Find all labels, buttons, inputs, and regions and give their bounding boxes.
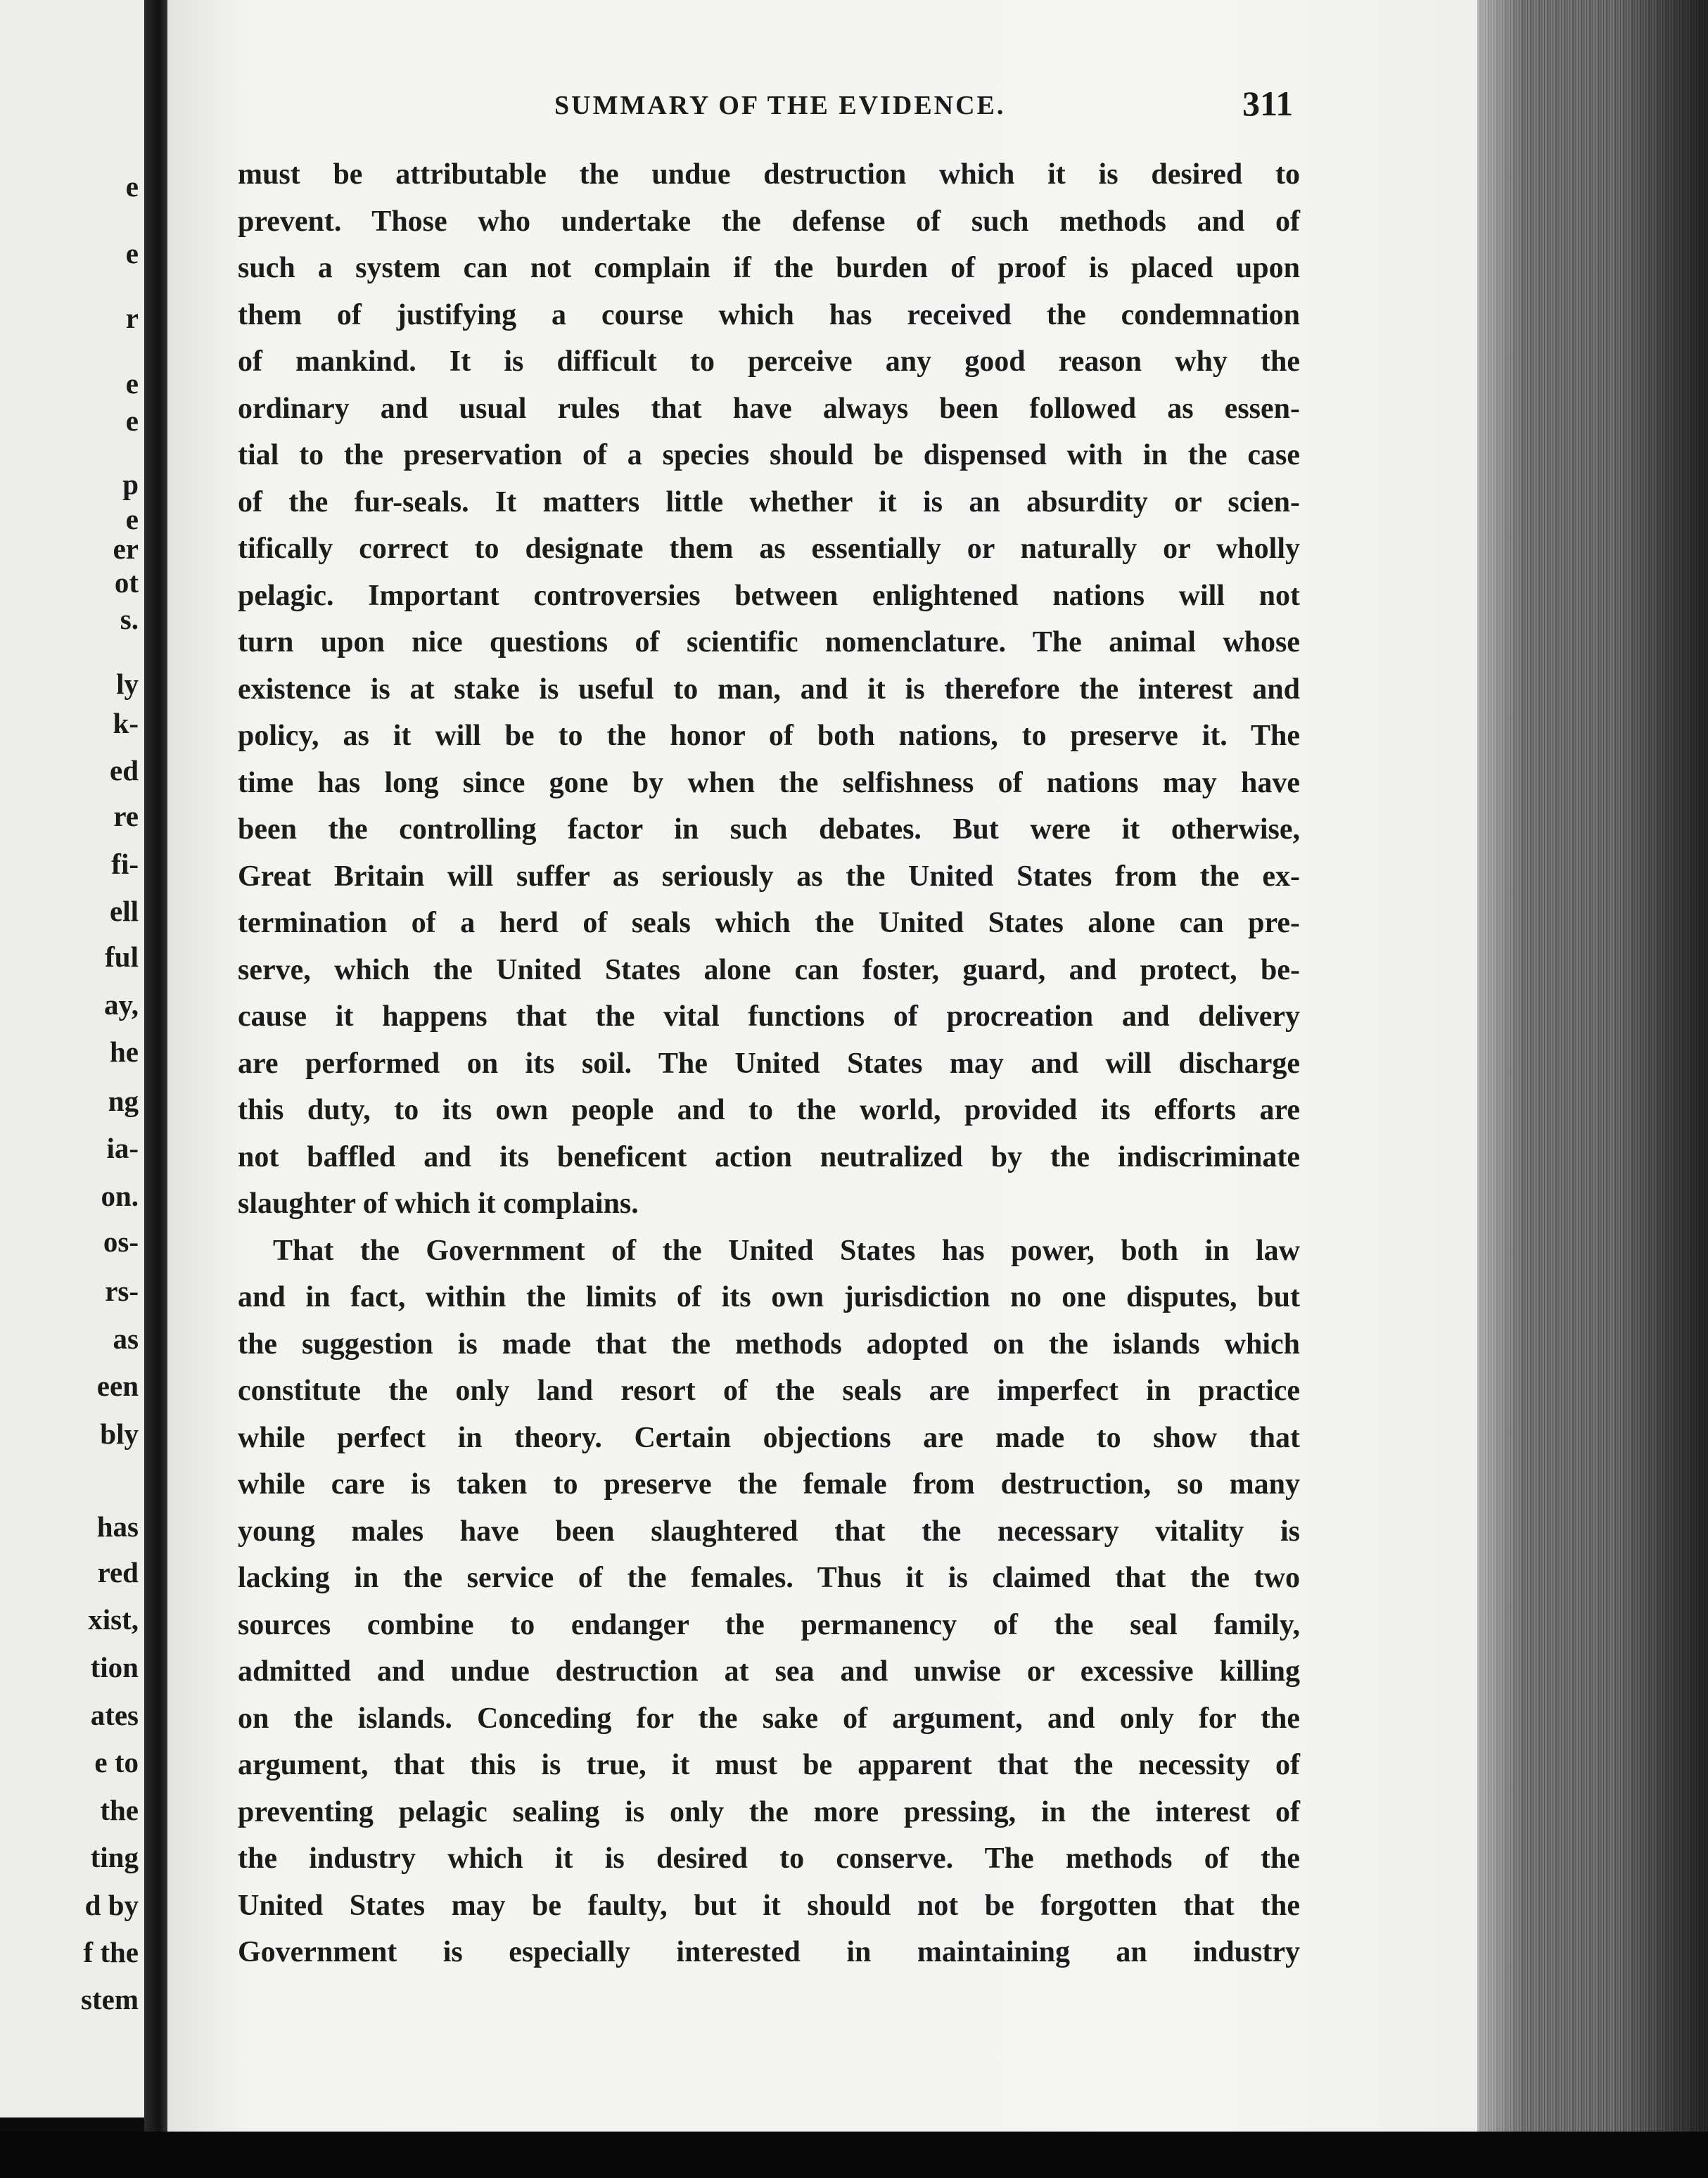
text-line [238, 573, 1300, 620]
text-line [238, 1883, 1300, 1930]
text-line-content: on the islands. Conceding for the sake of argument, and only for the [238, 1702, 1300, 1735]
text-line-content: tial to the preservation of a species should be dispensed with in the case [238, 439, 1300, 471]
left-page-fragment: ng [108, 1085, 139, 1117]
text-line [238, 1555, 1300, 1602]
left-page-fragment: has [96, 1510, 139, 1543]
text-line-content: been the controlling factor in such debates. But were it otherwise, [238, 813, 1300, 846]
text-line [238, 1602, 1300, 1649]
text-line [238, 292, 1300, 339]
text-line [238, 947, 1300, 994]
text-line-content: not baffled and its beneficent action neutralized by the indiscriminate [238, 1140, 1300, 1173]
text-line-content: termination of a herd of seals which the United States alone can pre- [238, 907, 1300, 939]
left-page-fragment: ful [105, 941, 139, 973]
text-line [238, 1134, 1300, 1181]
text-line [238, 1274, 1300, 1321]
text-line-content: slaughter of which it complains. [238, 1187, 639, 1220]
text-line-content: prevent. Those who undertake the defense of such methods and of [238, 205, 1300, 238]
text-line-content: while care is taken to preserve the female from destruction, so many [238, 1468, 1300, 1501]
text-line [238, 1087, 1300, 1134]
text-line-content: the industry which it is desired to conserve. The methods of the [238, 1842, 1300, 1875]
text-line-content: young males have been slaughtered that the necessary vitality is [238, 1515, 1300, 1548]
left-page-fragment: he [110, 1036, 139, 1068]
text-line [238, 432, 1300, 479]
text-line-content: this duty, to its own people and to the world, provided its efforts are [238, 1094, 1300, 1126]
text-line [238, 1228, 1300, 1275]
text-line-content: and in fact, within the limits of its own jurisdiction no one disputes, but [238, 1281, 1300, 1313]
text-line-content: ordinary and usual rules that have always been followed as essen- [238, 392, 1300, 425]
text-line [238, 1415, 1300, 1462]
body-text [238, 151, 1300, 1976]
left-page-fragment: fi- [111, 848, 139, 880]
left-page-fragment: stem [81, 1983, 139, 2015]
text-line-content: preventing pelagic sealing is only the more pressing, in the interest of [238, 1795, 1300, 1828]
text-line-content: pelagic. Important controversies between enlightened nations will not [238, 579, 1300, 612]
text-line-content: such a system can not complain if the burden of proof is placed upon [238, 252, 1300, 284]
left-page-fragment: e [125, 405, 139, 437]
left-page-fragment: ia- [106, 1132, 139, 1164]
text-line-content: cause it happens that the vital functions of procreation and delivery [238, 1000, 1300, 1033]
text-line-content: the suggestion is made that the methods adopted on the islands which [238, 1327, 1300, 1361]
text-line [238, 1695, 1300, 1743]
text-line [238, 666, 1300, 713]
text-line [238, 1742, 1300, 1789]
text-line [238, 806, 1300, 853]
left-page-fragment: rs- [105, 1275, 139, 1307]
text-line-content: sources combine to endanger the permanency of the seal family, [238, 1608, 1300, 1641]
previous-page-edge [0, 0, 146, 2118]
text-line [238, 1180, 1300, 1228]
running-title: SUMMARY OF THE EVIDENCE. [554, 91, 1006, 120]
text-line-content: constitute the only land resort of the seals are imperfect in practice [238, 1375, 1300, 1407]
left-page-fragment: bly [100, 1418, 139, 1450]
text-line [238, 713, 1300, 760]
left-page-fragment: k- [113, 707, 139, 739]
text-line [238, 1368, 1300, 1415]
text-line [238, 526, 1300, 573]
left-page-fragment: ed [110, 754, 139, 786]
text-line-content: of mankind. It is difficult to perceive any good reason why the [238, 345, 1300, 378]
text-line-content: are performed on its soil. The United States may and will discharge [238, 1047, 1300, 1080]
left-page-fragment: red [97, 1556, 139, 1588]
text-line-content: tifically correct to designate them as essentially or naturally or wholly [238, 533, 1300, 565]
text-line-content: time has long since gone by when the selfishness of nations may have [238, 766, 1300, 799]
left-page-fragment: on. [101, 1180, 139, 1212]
text-line-content: existence is at stake is useful to man, and it is therefore the interest and [238, 673, 1300, 706]
left-page-fragment: as [113, 1323, 139, 1355]
text-line-content: Government is especially interested in maintaining an industry [238, 1936, 1300, 1968]
text-line-content: of the fur-seals. It matters little whether it is an absurdity or scien- [238, 485, 1300, 518]
text-line [238, 1648, 1300, 1695]
text-line-content: serve, which the United States alone can foster, guard, and protect, be- [238, 953, 1300, 986]
left-page-fragment: tion [90, 1651, 139, 1683]
text-line [238, 1508, 1300, 1555]
text-line [238, 151, 1300, 198]
left-page-fragment: e [125, 367, 139, 400]
left-page-fragment: ot [114, 566, 139, 599]
text-line-content: must be attributable the undue destruction which it is desired to [238, 158, 1300, 191]
paragraph [238, 1228, 1300, 1976]
text-line [238, 1321, 1300, 1368]
left-page-fragment: ly [116, 668, 139, 700]
left-page-fragment: e [125, 237, 139, 269]
text-line [238, 1040, 1300, 1088]
text-line-content: United States may be faulty, but it should not be forgotten that the [238, 1889, 1300, 1922]
text-line [238, 760, 1300, 807]
running-head [167, 83, 1483, 125]
left-page-fragment: re [113, 800, 139, 832]
left-page-fragment: s. [120, 603, 139, 635]
left-page-fragment: r [125, 302, 139, 334]
left-page-fragment: een [96, 1370, 139, 1402]
page-block-fore-edge [1477, 0, 1708, 2178]
text-line-content: argument, that this is true, it must be apparent that the necessity of [238, 1749, 1300, 1781]
text-line [238, 245, 1300, 292]
text-line [238, 993, 1300, 1040]
left-page-fragment: os- [103, 1225, 139, 1258]
text-line-content: turn upon nice questions of scientific nomenclature. The animal whose [238, 626, 1300, 658]
left-page-fragment: e [125, 503, 139, 535]
left-page-fragment: f the [83, 1936, 139, 1968]
left-page-fragment: d by [84, 1889, 139, 1921]
text-line [238, 198, 1300, 246]
left-page-fragment: ay, [104, 988, 139, 1021]
left-page-fragment: p [122, 468, 139, 500]
text-line [238, 1789, 1300, 1836]
left-page-fragment: ting [90, 1841, 139, 1873]
text-line [238, 619, 1300, 666]
book-gutter [144, 0, 169, 2178]
text-line [238, 853, 1300, 900]
text-line-content: Great Britain will suffer as seriously as the United States from the ex- [238, 860, 1300, 893]
text-line [238, 386, 1300, 433]
left-page-fragment: ates [90, 1699, 139, 1731]
left-page-fragment: the [100, 1794, 139, 1826]
book-page [167, 0, 1483, 2132]
text-line-content: them of justifying a course which has received the condemnation [238, 298, 1300, 331]
left-page-fragment: e to [94, 1746, 139, 1778]
left-page-fragment: ell [110, 895, 139, 927]
text-line-content: while perfect in theory. Certain objections are made to show that [238, 1421, 1300, 1454]
left-page-fragment: er [113, 533, 139, 565]
paragraph [238, 151, 1300, 1228]
text-line [238, 338, 1300, 386]
text-line-content: policy, as it will be to the honor of both nations, to preserve it. The [238, 720, 1300, 752]
left-page-fragment: e [125, 170, 139, 203]
text-line [238, 1835, 1300, 1883]
scan-bottom-border [0, 2132, 1708, 2178]
text-line [238, 900, 1300, 947]
text-line [238, 479, 1300, 526]
left-page-fragment: xist, [88, 1603, 139, 1636]
text-line-content: lacking in the service of the females. Thus it is claimed that the two [238, 1562, 1300, 1594]
text-line-content: That the Government of the United States has power, both in law [273, 1234, 1300, 1267]
text-line [238, 1461, 1300, 1508]
page-number: 311 [1242, 84, 1294, 123]
text-line [238, 1929, 1300, 1976]
text-line-content: admitted and undue destruction at sea and unwise or excessive killing [238, 1655, 1300, 1688]
